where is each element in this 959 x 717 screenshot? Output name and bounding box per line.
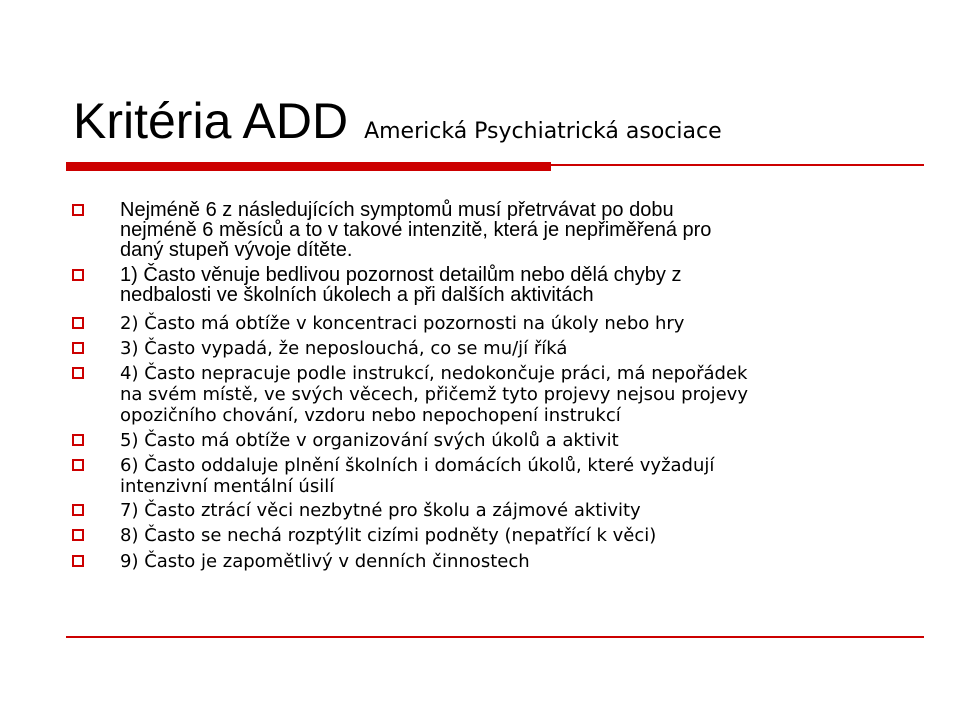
hollow-square-icon [72,459,84,471]
hollow-square-icon [72,317,84,329]
list-item-text: 9) Často je zapomětlivý v denních činnostech [120,551,530,572]
list-item-text: 8) Často se nechá rozptýlit cizími podněty (nepatřící k věci) [120,525,657,546]
list-item-text: 3) Často vypadá, že neposlouchá, co se mu/jí říká [120,338,568,359]
list-item-text: Nejméně 6 z následujících symptomů musí přetrvávat po dobu nejméně 6 měsíců a to v takové intenzitě, která je nepřiměřená pro daný stupeň vývoje dítěte. [120,199,712,261]
title-main: Kritéria ADD [73,93,349,149]
footer-divider [66,636,924,638]
title-subtitle: Americká Psychiatrická asociace [364,119,722,144]
hollow-square-icon [72,504,84,516]
hollow-square-icon [72,204,84,216]
title-divider-thick [66,162,551,171]
slide-title [73,93,722,149]
hollow-square-icon [72,555,84,567]
list-item-text: 4) Často nepracuje podle instrukcí, nedokončuje práci, má nepořádek na svém místě, ve svých věcech, přičemž tyto projevy nejsou projevy opozičního chování, vzdoru nebo nepochopení instrukcí [120,363,748,426]
hollow-square-icon [72,342,84,354]
list-item-text: 7) Často ztrácí věci nezbytné pro školu a zájmové aktivity [120,500,641,521]
hollow-square-icon [72,434,84,446]
hollow-square-icon [72,529,84,541]
list-item-text: 1) Často věnuje bedlivou pozornost detailům nebo dělá chyby z nedbalosti ve školních úkolech a při dalších aktivitách [120,264,682,306]
list-item-text: 6) Často oddaluje plnění školních i domácích úkolů, které vyžadují intenzivní mentální úsilí [120,455,715,497]
list-item-text: 5) Často má obtíže v organizování svých úkolů a aktivit [120,430,619,451]
hollow-square-icon [72,367,84,379]
hollow-square-icon [72,269,84,281]
list-item-text: 2) Často má obtíže v koncentraci pozornosti na úkoly nebo hry [120,313,685,334]
